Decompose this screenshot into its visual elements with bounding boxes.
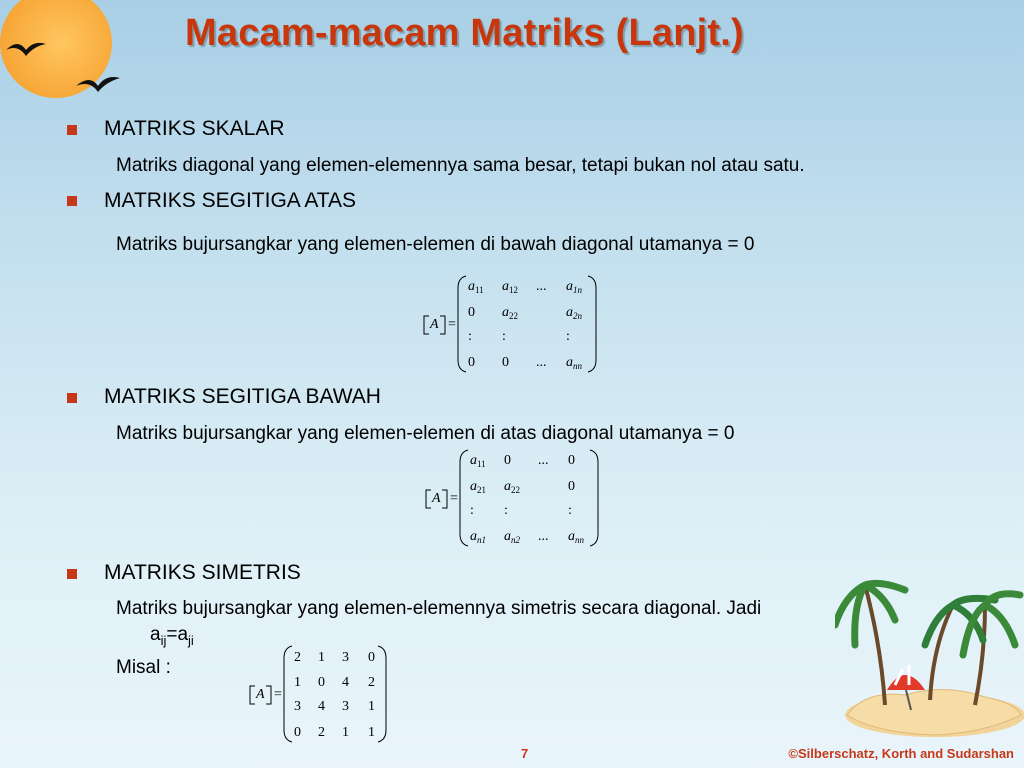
matrix-cell-subscript: nn [575,535,584,545]
matrix-cell-base: a [468,279,475,294]
matrix-cell-base: : [504,503,508,518]
matrix-cell-base: : [566,329,570,344]
matrix-cell: 3 [294,699,301,714]
body-matriks-simetris: Matriks bujursangkar yang elemen-elemennya simetris secara diagonal. Jadi [116,598,762,619]
matrix-cell-base: ... [536,279,547,294]
matrix-cell-base: ... [538,529,549,544]
matrix-cell-subscript: 21 [477,485,486,495]
label-bracket-right [266,686,271,704]
matrix-cell-base: 0 [504,453,511,468]
left-paren [458,276,466,372]
matrix-equals: = [450,491,458,506]
matrix-cell: 2 [318,725,325,740]
matrix-cell-base: : [468,329,472,344]
matrix-equals: = [274,687,282,702]
matrix-cell-subscript: 11 [475,285,484,295]
label-bracket-right [442,490,447,508]
matrix-label: A [432,491,441,506]
label-bracket-left [250,686,255,704]
matrix-cell [566,305,583,321]
body-matriks-skalar: Matriks diagonal yang elemen-elemennya sama besar, tetapi bukan nol atau satu. [116,155,805,176]
heading-matriks-segitiga-atas: MATRIKS SEGITIGA ATAS [104,189,357,212]
matrix-cell [504,529,521,545]
matrix-cell-subscript: n2 [511,535,520,545]
matrix-cell: 3 [342,650,349,665]
matrix-cell-subscript: n1 [477,535,486,545]
body-matriks-segitiga-atas: Matriks bujursangkar yang elemen-elemen di bawah diagonal utamanya = 0 [116,234,755,255]
matrix-cell-subscript: 12 [509,285,518,295]
label-bracket-left [426,490,431,508]
matrix-cell-base: a [566,279,573,294]
matrix-cell: 0 [368,650,375,665]
bird-icon [74,72,122,94]
matrix-cell-base: 0 [468,305,475,320]
matrix-cell [470,453,486,469]
lower-triangular-matrix [420,446,610,550]
matrix-cell [470,479,486,495]
matrix-cell-base: : [470,503,474,518]
heading-matriks-skalar: MATRIKS SKALAR [104,117,285,140]
slide-title: Macam-macam Matriks (Lanjt.) [185,12,744,54]
matrix-cell-base: 0 [502,355,509,370]
matrix-cell [566,329,570,344]
bird-icon [4,36,48,58]
matrix-cell [502,305,518,321]
matrix-cell-base: ... [536,355,547,370]
matrix-cell [536,355,547,370]
matrix-equals: = [448,317,456,332]
matrix-cell-base: a [504,529,511,544]
matrix-cell-subscript: 22 [509,311,518,321]
matrix-cell [468,305,475,320]
matrix-cell: 1 [318,650,325,665]
subscript-ji: ji [188,632,194,648]
matrix-cell-base: a [470,479,477,494]
matrix-cell: 2 [294,650,301,665]
heading-matriks-simetris: MATRIKS SIMETRIS [104,561,301,584]
bullet-square [67,125,77,135]
matrix-cell [470,503,474,518]
misal-label: Misal : [116,657,171,678]
matrix-cell-base: a [470,453,477,468]
matrix-cell-base: a [502,305,509,320]
matrix-cell: 0 [318,675,325,690]
matrix-cell-base: a [504,479,511,494]
matrix-cell: 4 [318,699,325,714]
matrix-cell-base: a [502,279,509,294]
symmetric-a: a [150,624,161,645]
matrix-cell-base: ... [538,453,549,468]
matrix-cell-subscript: nn [573,361,582,371]
matrix-cell [568,503,572,518]
matrix-cell [470,529,486,545]
matrix-cell [502,355,509,370]
matrix-cell [568,479,575,494]
page-number: 7 [521,746,529,761]
label-bracket-right [440,316,445,334]
heading-matriks-segitiga-bawah: MATRIKS SEGITIGA BAWAH [104,385,381,408]
matrix-cell: 1 [294,675,301,690]
matrix-cell: 1 [368,725,375,740]
label-bracket-left [424,316,429,334]
matrix-cell [566,279,583,295]
subscript-ij: ij [160,632,167,648]
right-paren [588,276,596,372]
matrix-cell [504,503,508,518]
matrix-cell-subscript: 2n [573,311,582,321]
copyright-footer: ©Silberschatz, Korth and Sudarshan [788,746,1014,761]
matrix-cell [568,529,585,545]
matrix-cell-base: 0 [468,355,475,370]
matrix-label: A [430,317,439,332]
matrix-cell [502,329,506,344]
matrix-cell-base: 0 [568,453,575,468]
matrix-cell [566,355,583,371]
matrix-cell: 3 [342,699,349,714]
matrix-cell-base: : [502,329,506,344]
matrix-cell [504,479,520,495]
matrix-cell-subscript: 11 [477,459,486,469]
matrix-cell [538,453,549,468]
matrix-cell-subscript: 1n [573,285,582,295]
matrix-cell-base: a [566,305,573,320]
matrix-cell: 2 [368,675,375,690]
symmetric-matrix [246,644,396,746]
upper-triangular-matrix [418,272,608,376]
bullet-square [67,196,77,206]
matrix-cell [538,529,549,544]
bullet-square [67,569,77,579]
left-paren [460,450,468,546]
symmetric-condition [150,624,194,648]
bullet-square [67,393,77,403]
matrix-cell [468,329,472,344]
matrix-cell-base: 0 [568,479,575,494]
matrix-cell [468,279,484,295]
matrix-label: A [256,687,265,702]
matrix-cell [504,453,511,468]
matrix-cell [468,355,475,370]
body-matriks-segitiga-bawah: Matriks bujursangkar yang elemen-elemen di atas diagonal utamanya = 0 [116,423,735,444]
matrix-cell-base: : [568,503,572,518]
right-paren [378,646,386,742]
palm-island-icon [835,565,1024,740]
matrix-cell [536,279,547,294]
symmetric-eq: =a [166,624,189,645]
matrix-cell-subscript: 22 [511,485,520,495]
matrix-cell: 4 [342,675,349,690]
matrix-cell-base: a [566,355,573,370]
matrix-cell-base: a [470,529,477,544]
left-paren [284,646,292,742]
matrix-cell: 0 [294,725,301,740]
matrix-cell [502,279,518,295]
matrix-cell-base: a [568,529,575,544]
matrix-cell: 1 [342,725,349,740]
right-paren [590,450,598,546]
matrix-cell [568,453,575,468]
matrix-cell: 1 [368,699,375,714]
